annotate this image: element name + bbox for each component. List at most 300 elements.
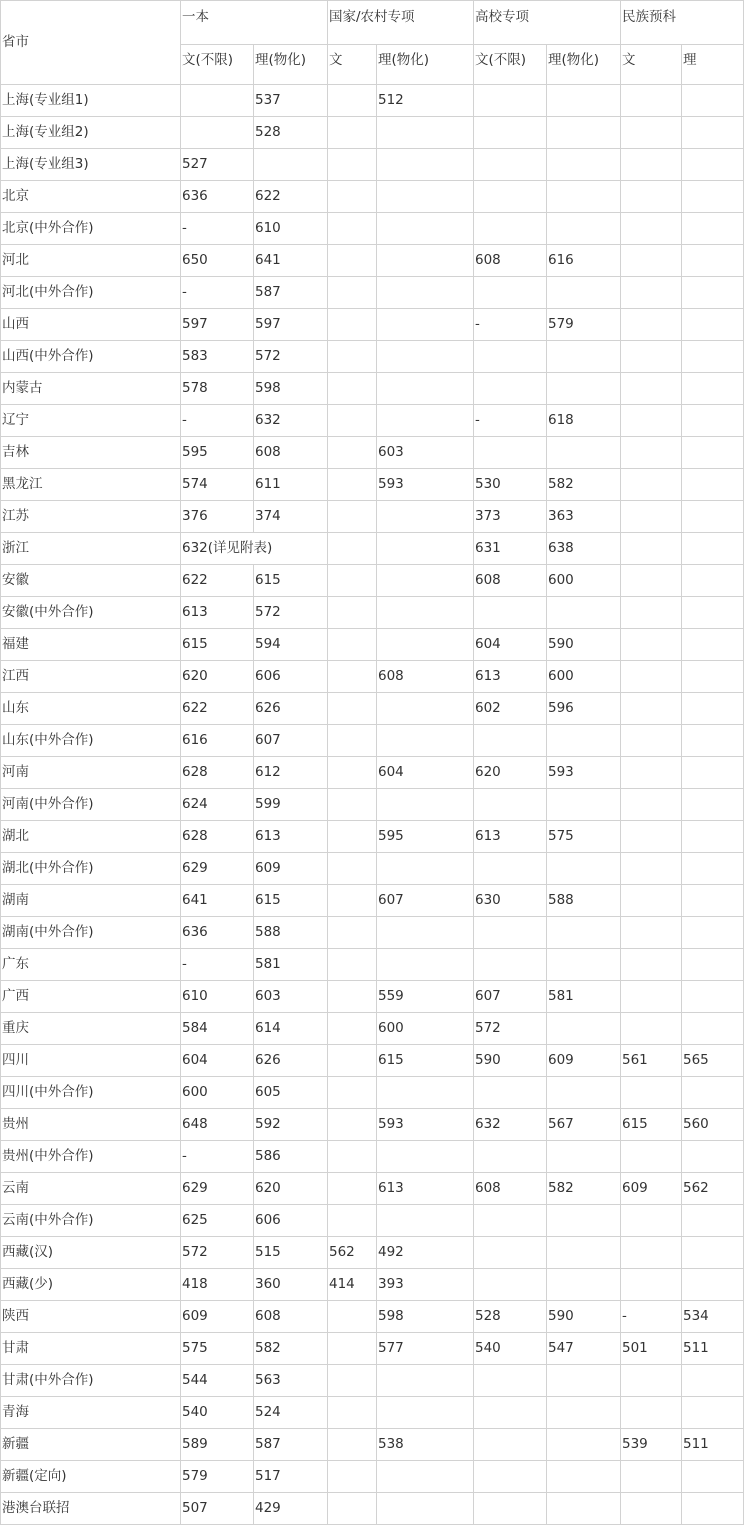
table-row: [1, 1333, 744, 1365]
score-cell: [377, 501, 474, 533]
score-cell: [474, 149, 547, 181]
score-cell: 632: [254, 405, 328, 437]
score-cell: [547, 1461, 621, 1493]
province-cell: 河南: [1, 757, 181, 789]
province-cell: 上海(专业组1): [1, 85, 181, 117]
score-cell: 602: [474, 693, 547, 725]
score-cell: [377, 213, 474, 245]
province-cell: 河北: [1, 245, 181, 277]
score-cell: [621, 469, 682, 501]
score-cell: 544: [181, 1365, 254, 1397]
score-cell: [682, 117, 744, 149]
score-cell: [474, 1205, 547, 1237]
score-cell: [621, 213, 682, 245]
score-cell: -: [181, 1141, 254, 1173]
province-cell: 湖北(中外合作): [1, 853, 181, 885]
score-cell: [328, 917, 377, 949]
table-row: [1, 373, 744, 405]
score-cell: 534: [682, 1301, 744, 1333]
score-cell: 595: [181, 437, 254, 469]
score-cell: [474, 117, 547, 149]
score-cell: [328, 469, 377, 501]
score-cell: [474, 181, 547, 213]
score-cell: [682, 501, 744, 533]
score-cell: [547, 1077, 621, 1109]
score-cell: [682, 469, 744, 501]
score-cell: [547, 597, 621, 629]
score-cell: [682, 1237, 744, 1269]
score-cell: [547, 373, 621, 405]
score-cell: [547, 437, 621, 469]
subject-header: 理(物化): [254, 45, 328, 85]
score-cell: [621, 1237, 682, 1269]
score-cell: 622: [181, 693, 254, 725]
score-cell: [474, 277, 547, 309]
score-cell: [474, 1429, 547, 1461]
score-cell: 607: [377, 885, 474, 917]
score-cell: 638: [547, 533, 621, 565]
subject-header: 理(物化): [377, 45, 474, 85]
score-cell: 603: [254, 981, 328, 1013]
province-cell: 北京(中外合作): [1, 213, 181, 245]
province-cell: 辽宁: [1, 405, 181, 437]
score-cell: 537: [254, 85, 328, 117]
score-cell: 373: [474, 501, 547, 533]
score-cell: [328, 885, 377, 917]
table-row: [1, 1365, 744, 1397]
score-cell: [621, 757, 682, 789]
score-cell: 418: [181, 1269, 254, 1301]
subject-header: 文: [621, 45, 682, 85]
score-cell: 374: [254, 501, 328, 533]
score-cell: 604: [377, 757, 474, 789]
score-cell: 588: [254, 917, 328, 949]
score-cell-merged: 632(详见附表): [181, 533, 328, 565]
score-cell: [682, 917, 744, 949]
score-cell: [377, 117, 474, 149]
score-cell: [328, 277, 377, 309]
province-cell: 陕西: [1, 1301, 181, 1333]
province-cell: 河南(中外合作): [1, 789, 181, 821]
score-cell: [474, 789, 547, 821]
score-cell: 593: [377, 469, 474, 501]
table-row: [1, 949, 744, 981]
score-cell: [474, 949, 547, 981]
province-cell: 广西: [1, 981, 181, 1013]
score-cell: [328, 405, 377, 437]
score-cell: [328, 1461, 377, 1493]
score-cell: [621, 405, 682, 437]
table-row: [1, 693, 744, 725]
score-cell: 560: [682, 1109, 744, 1141]
province-cell: 山东(中外合作): [1, 725, 181, 757]
score-cell: [328, 565, 377, 597]
score-cell: [621, 949, 682, 981]
score-cell: [547, 149, 621, 181]
score-cell: 587: [254, 277, 328, 309]
score-cell: 610: [254, 213, 328, 245]
score-cell: [328, 1205, 377, 1237]
score-cell: [474, 917, 547, 949]
score-cell: 527: [181, 149, 254, 181]
table-row: [1, 85, 744, 117]
table-row: [1, 1077, 744, 1109]
table-row: [1, 1173, 744, 1205]
score-cell: 511: [682, 1429, 744, 1461]
score-cell: 528: [254, 117, 328, 149]
score-cell: 615: [377, 1045, 474, 1077]
score-cell: [547, 213, 621, 245]
score-cell: 606: [254, 661, 328, 693]
score-cell: [682, 597, 744, 629]
score-cell: 598: [254, 373, 328, 405]
score-cell: [547, 949, 621, 981]
score-cell: [682, 373, 744, 405]
province-cell: 湖北: [1, 821, 181, 853]
score-cell: [682, 309, 744, 341]
score-cell: [377, 565, 474, 597]
table-row: [1, 821, 744, 853]
score-cell: [328, 181, 377, 213]
score-cell: 583: [181, 341, 254, 373]
province-cell: 上海(专业组2): [1, 117, 181, 149]
province-cell: 黑龙江: [1, 469, 181, 501]
score-cell: [377, 949, 474, 981]
score-cell: [547, 917, 621, 949]
score-cell: 559: [377, 981, 474, 1013]
province-cell: 新疆(定向): [1, 1461, 181, 1493]
score-cell: 540: [474, 1333, 547, 1365]
score-cell: [377, 405, 474, 437]
score-cell: 561: [621, 1045, 682, 1077]
score-cell: [328, 853, 377, 885]
score-cell: 547: [547, 1333, 621, 1365]
province-column-header: 省市: [1, 1, 181, 85]
score-cell: 590: [474, 1045, 547, 1077]
score-cell: 572: [181, 1237, 254, 1269]
province-cell: 四川: [1, 1045, 181, 1077]
score-cell: [547, 1429, 621, 1461]
score-cell: [621, 501, 682, 533]
score-cell: 586: [254, 1141, 328, 1173]
province-cell: 山西: [1, 309, 181, 341]
score-cell: 581: [547, 981, 621, 1013]
score-cell: 641: [181, 885, 254, 917]
score-cell: 581: [254, 949, 328, 981]
score-cell: 608: [377, 661, 474, 693]
table-row: [1, 853, 744, 885]
score-cell: 613: [474, 821, 547, 853]
score-cell: 628: [181, 757, 254, 789]
score-cell: 501: [621, 1333, 682, 1365]
score-cell: [621, 533, 682, 565]
province-cell: 贵州: [1, 1109, 181, 1141]
score-cell: 641: [254, 245, 328, 277]
subject-header: 理: [682, 45, 744, 85]
score-cell: [328, 693, 377, 725]
province-cell: 安徽(中外合作): [1, 597, 181, 629]
table-row: [1, 437, 744, 469]
province-cell: 云南(中外合作): [1, 1205, 181, 1237]
score-cell: [682, 1013, 744, 1045]
score-cell: 615: [181, 629, 254, 661]
score-cell: [474, 853, 547, 885]
province-cell: 内蒙古: [1, 373, 181, 405]
score-cell: 575: [181, 1333, 254, 1365]
score-cell: [682, 757, 744, 789]
score-cell: 524: [254, 1397, 328, 1429]
group-header-yiben: 一本: [181, 1, 328, 45]
province-cell: 甘肃(中外合作): [1, 1365, 181, 1397]
score-cell: 609: [621, 1173, 682, 1205]
score-cell: 626: [254, 693, 328, 725]
score-cell: 598: [377, 1301, 474, 1333]
score-cell: 565: [682, 1045, 744, 1077]
score-cell: 607: [254, 725, 328, 757]
score-cell: [377, 1205, 474, 1237]
score-cell: [328, 1045, 377, 1077]
score-cell: [621, 789, 682, 821]
score-cell: [474, 373, 547, 405]
score-cell: 624: [181, 789, 254, 821]
score-cell: 636: [181, 181, 254, 213]
score-cell: 515: [254, 1237, 328, 1269]
score-cell: 582: [547, 1173, 621, 1205]
score-cell: [377, 597, 474, 629]
subject-header: 文(不限): [474, 45, 547, 85]
score-cell: [621, 1013, 682, 1045]
score-cell: [682, 1141, 744, 1173]
score-cell: 584: [181, 1013, 254, 1045]
score-cell: 575: [547, 821, 621, 853]
score-cell: [328, 757, 377, 789]
province-cell: 四川(中外合作): [1, 1077, 181, 1109]
score-cell: [547, 1397, 621, 1429]
province-cell: 西藏(少): [1, 1269, 181, 1301]
score-cell: 572: [474, 1013, 547, 1045]
score-cell: [474, 597, 547, 629]
province-cell: 吉林: [1, 437, 181, 469]
score-cell: [328, 437, 377, 469]
score-cell: [181, 117, 254, 149]
score-cell: [328, 661, 377, 693]
score-cell: 538: [377, 1429, 474, 1461]
score-cell: [474, 85, 547, 117]
score-cell: [682, 1397, 744, 1429]
score-cell: [377, 1397, 474, 1429]
score-cell: [328, 821, 377, 853]
table-row: [1, 981, 744, 1013]
score-cell: [682, 1077, 744, 1109]
score-cell: 605: [254, 1077, 328, 1109]
score-cell: 492: [377, 1237, 474, 1269]
score-cell: [328, 245, 377, 277]
score-cell: 615: [621, 1109, 682, 1141]
province-cell: 贵州(中外合作): [1, 1141, 181, 1173]
score-cell: -: [181, 949, 254, 981]
score-cell: [621, 149, 682, 181]
score-cell: 615: [254, 565, 328, 597]
score-cell: [682, 1365, 744, 1397]
score-cell: [328, 981, 377, 1013]
score-cell: [682, 789, 744, 821]
score-cell: 620: [181, 661, 254, 693]
score-cell: 612: [254, 757, 328, 789]
score-cell: 363: [547, 501, 621, 533]
score-cell: [474, 1269, 547, 1301]
province-cell: 江西: [1, 661, 181, 693]
score-cell: [682, 661, 744, 693]
score-cell: [547, 1237, 621, 1269]
score-cell: [682, 981, 744, 1013]
score-cell: 608: [474, 565, 547, 597]
score-cell: 517: [254, 1461, 328, 1493]
score-cell: 609: [181, 1301, 254, 1333]
score-cell: 593: [377, 1109, 474, 1141]
score-cell: 636: [181, 917, 254, 949]
table-row: [1, 341, 744, 373]
score-cell: 606: [254, 1205, 328, 1237]
score-cell: 540: [181, 1397, 254, 1429]
score-cell: [682, 533, 744, 565]
table-row: [1, 757, 744, 789]
score-cell: [377, 1365, 474, 1397]
group-header-university-special: 高校专项: [474, 1, 621, 45]
score-cell: 567: [547, 1109, 621, 1141]
table-row: [1, 1109, 744, 1141]
table-row: [1, 1141, 744, 1173]
province-cell: 甘肃: [1, 1333, 181, 1365]
score-cell: [621, 181, 682, 213]
score-cell: [621, 309, 682, 341]
score-cell: 604: [474, 629, 547, 661]
score-cell: [328, 949, 377, 981]
subject-header: 理(物化): [547, 45, 621, 85]
score-cell: [474, 1461, 547, 1493]
score-cell: [547, 85, 621, 117]
table-row: [1, 1013, 744, 1045]
score-cell: [474, 1077, 547, 1109]
score-cell: [254, 149, 328, 181]
score-cell: [621, 1077, 682, 1109]
score-cell: [547, 853, 621, 885]
score-cell: 600: [547, 661, 621, 693]
score-cell: [328, 85, 377, 117]
table-row: [1, 885, 744, 917]
score-cell: [377, 725, 474, 757]
score-cell: 608: [254, 1301, 328, 1333]
score-cell: [621, 661, 682, 693]
score-cell: [328, 789, 377, 821]
score-cell: [328, 341, 377, 373]
score-cell: 582: [254, 1333, 328, 1365]
score-cell: 599: [254, 789, 328, 821]
score-cell: [621, 117, 682, 149]
score-cell: 511: [682, 1333, 744, 1365]
score-cell: 562: [682, 1173, 744, 1205]
score-cell: [621, 341, 682, 373]
score-table-body: [1, 85, 744, 1525]
score-cell: [547, 789, 621, 821]
score-cell: 614: [254, 1013, 328, 1045]
score-cell: [621, 373, 682, 405]
score-cell: 596: [547, 693, 621, 725]
score-cell: [547, 1269, 621, 1301]
score-cell: [547, 1141, 621, 1173]
score-cell: 590: [547, 1301, 621, 1333]
table-row: [1, 661, 744, 693]
table-row: [1, 725, 744, 757]
score-cell: 597: [254, 309, 328, 341]
score-cell: [377, 149, 474, 181]
score-cell: [682, 629, 744, 661]
table-row: [1, 245, 744, 277]
score-cell: [474, 213, 547, 245]
score-cell: [682, 437, 744, 469]
province-cell: 重庆: [1, 1013, 181, 1045]
score-cell: 593: [547, 757, 621, 789]
score-cell: [547, 341, 621, 373]
score-cell: [682, 277, 744, 309]
province-cell: 山西(中外合作): [1, 341, 181, 373]
score-cell: 592: [254, 1109, 328, 1141]
table-row: [1, 1429, 744, 1461]
score-cell: 579: [181, 1461, 254, 1493]
score-cell: [328, 1077, 377, 1109]
score-cell: -: [181, 213, 254, 245]
score-cell: 530: [474, 469, 547, 501]
score-cell: [621, 245, 682, 277]
score-cell: [682, 853, 744, 885]
table-row: [1, 405, 744, 437]
score-cell: 360: [254, 1269, 328, 1301]
table-row: [1, 1397, 744, 1429]
province-cell: 青海: [1, 1397, 181, 1429]
score-cell: [377, 1141, 474, 1173]
score-cell: 630: [474, 885, 547, 917]
score-cell: [328, 1365, 377, 1397]
score-cell: [328, 1109, 377, 1141]
score-cell: 616: [547, 245, 621, 277]
score-cell: [682, 213, 744, 245]
score-cell: [377, 533, 474, 565]
table-row: [1, 277, 744, 309]
group-header-national-rural: 国家/农村专项: [328, 1, 474, 45]
score-cell: 414: [328, 1269, 377, 1301]
score-cell: 603: [377, 437, 474, 469]
score-cell: 613: [181, 597, 254, 629]
score-cell: 622: [181, 565, 254, 597]
score-cell: 615: [254, 885, 328, 917]
table-row: [1, 309, 744, 341]
table-row: [1, 1301, 744, 1333]
score-cell: 600: [377, 1013, 474, 1045]
score-cell: [547, 725, 621, 757]
score-cell: [377, 341, 474, 373]
score-cell: [621, 917, 682, 949]
score-cell: [621, 725, 682, 757]
score-cell: 539: [621, 1429, 682, 1461]
score-cell: [328, 501, 377, 533]
score-cell: [328, 1141, 377, 1173]
score-cell: [547, 277, 621, 309]
score-cell: [682, 245, 744, 277]
score-cell: [328, 725, 377, 757]
score-cell: [377, 629, 474, 661]
score-cell: [474, 725, 547, 757]
score-cell: 609: [547, 1045, 621, 1077]
province-cell: 湖南(中外合作): [1, 917, 181, 949]
